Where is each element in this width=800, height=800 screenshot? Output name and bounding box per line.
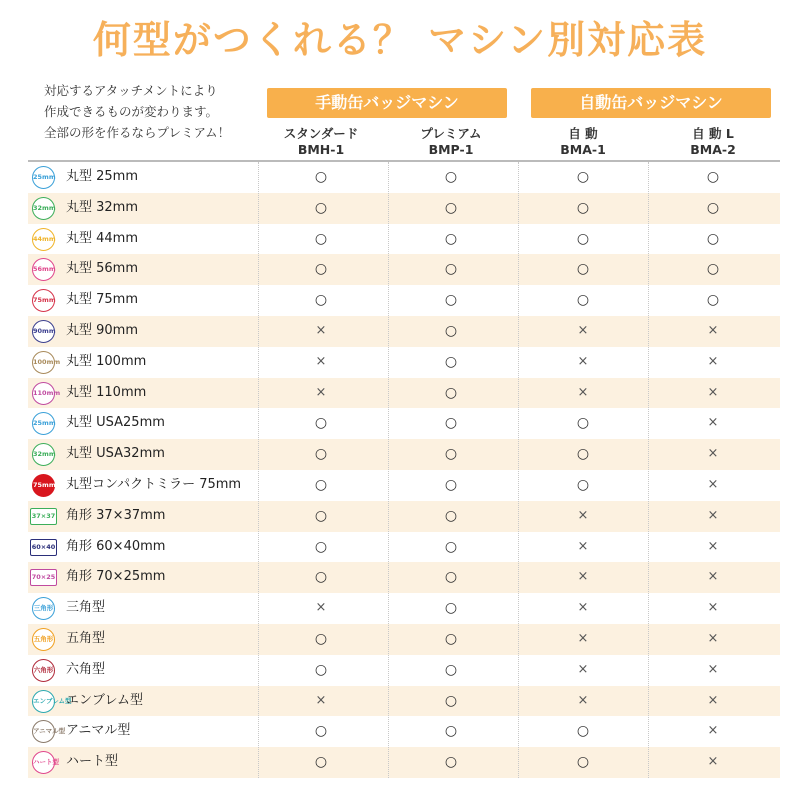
supported-mark: ○: [706, 261, 720, 278]
row-label: 丸型 56mm: [66, 261, 139, 277]
column-divider: [518, 162, 519, 778]
row-label: 丸型 90mm: [66, 322, 139, 338]
supported-mark: ○: [314, 476, 328, 493]
shape-icon: 32mm: [32, 197, 55, 220]
table-row: [28, 501, 780, 532]
intro-line: 全部の形を作るならプレミアム！: [44, 125, 231, 140]
supported-mark: ○: [444, 384, 458, 401]
column-header-auto-l: [648, 126, 778, 158]
shape-icon: 32mm: [32, 443, 55, 466]
table-row: [28, 378, 780, 409]
row-label: エンブレム型: [66, 692, 143, 708]
supported-mark: ○: [314, 723, 328, 740]
supported-mark: ○: [444, 353, 458, 370]
supported-mark: ○: [444, 446, 458, 463]
unsupported-mark: ×: [707, 507, 719, 523]
supported-mark: ○: [314, 261, 328, 278]
shape-icon: 三角形: [32, 597, 55, 620]
row-label: 丸型 100mm: [66, 353, 147, 369]
unsupported-mark: ×: [707, 754, 719, 770]
supported-mark: ○: [576, 476, 590, 493]
shape-icon: 25mm: [32, 412, 55, 435]
table-row: [28, 655, 780, 686]
row-label: 丸型 USA32mm: [66, 446, 165, 462]
supported-mark: ○: [576, 415, 590, 432]
column-code: BMA-2: [690, 142, 736, 157]
row-label: 丸型 32mm: [66, 199, 139, 215]
table-row: [28, 439, 780, 470]
supported-mark: ○: [314, 169, 328, 185]
supported-mark: ○: [576, 199, 590, 216]
unsupported-mark: ×: [577, 322, 589, 338]
supported-mark: ○: [314, 415, 328, 432]
shape-icon: 五角形: [32, 628, 55, 651]
row-label: アニマル型: [66, 723, 131, 739]
shape-icon: アニマル型: [32, 720, 55, 743]
unsupported-mark: ×: [707, 569, 719, 585]
intro-text: [44, 80, 274, 143]
supported-mark: ○: [444, 415, 458, 432]
unsupported-mark: ×: [577, 353, 589, 369]
compatibility-table: [28, 162, 780, 778]
table-row: [28, 624, 780, 655]
row-label: 丸型 44mm: [66, 230, 139, 246]
unsupported-mark: ×: [707, 384, 719, 400]
shape-icon: 56mm: [32, 258, 55, 281]
unsupported-mark: ×: [315, 692, 327, 708]
supported-mark: ○: [314, 199, 328, 216]
supported-mark: ○: [576, 230, 590, 247]
shape-icon: 90mm: [32, 320, 55, 343]
supported-mark: ○: [444, 723, 458, 740]
column-name: スタンダード: [283, 126, 359, 141]
supported-mark: ○: [444, 569, 458, 586]
unsupported-mark: ×: [577, 600, 589, 616]
table-row: [28, 716, 780, 747]
unsupported-mark: ×: [577, 692, 589, 708]
supported-mark: ○: [444, 538, 458, 555]
table-row: [28, 254, 780, 285]
unsupported-mark: ×: [577, 538, 589, 554]
table-row: [28, 285, 780, 316]
unsupported-mark: ×: [315, 384, 327, 400]
auto-machine-header: 自動缶バッジマシン: [531, 88, 771, 118]
supported-mark: ○: [444, 754, 458, 771]
supported-mark: ○: [444, 292, 458, 309]
row-label: 六角型: [66, 661, 106, 677]
supported-mark: ○: [444, 630, 458, 647]
row-label: 五角型: [66, 630, 106, 646]
table-row: [28, 162, 780, 193]
unsupported-mark: ×: [707, 322, 719, 338]
row-label: 丸型 75mm: [66, 292, 139, 308]
shape-icon: 六角形: [32, 659, 55, 682]
supported-mark: ○: [444, 199, 458, 216]
column-divider: [388, 162, 389, 778]
supported-mark: ○: [444, 322, 458, 339]
unsupported-mark: ×: [707, 538, 719, 554]
intro-line: 作成できるものが変わります。: [44, 104, 219, 119]
row-label: 角形 37×37mm: [66, 507, 166, 523]
unsupported-mark: ×: [707, 661, 719, 677]
supported-mark: ○: [576, 754, 590, 771]
supported-mark: ○: [706, 169, 720, 185]
unsupported-mark: ×: [315, 353, 327, 369]
table-row: [28, 193, 780, 224]
column-header-premium: [386, 126, 516, 158]
shape-icon: 60×40: [30, 539, 57, 556]
column-divider: [258, 162, 259, 778]
supported-mark: ○: [444, 230, 458, 247]
supported-mark: ○: [314, 292, 328, 309]
unsupported-mark: ×: [707, 353, 719, 369]
row-label: 角形 70×25mm: [66, 569, 166, 585]
supported-mark: ○: [314, 446, 328, 463]
shape-icon: 110mm: [32, 382, 55, 405]
table-row: [28, 532, 780, 563]
column-name: 自 動 L: [692, 126, 734, 141]
supported-mark: ○: [314, 538, 328, 555]
shape-icon: ハート型: [32, 751, 55, 774]
table-row: [28, 562, 780, 593]
column-header-auto: [518, 126, 648, 158]
row-label: 角形 60×40mm: [66, 538, 166, 554]
shape-icon: 37×37: [30, 508, 57, 525]
table-row: [28, 224, 780, 255]
unsupported-mark: ×: [577, 569, 589, 585]
supported-mark: ○: [314, 507, 328, 524]
page-title: 何型がつくれる？ マシン別対応表: [92, 18, 708, 62]
row-label: 丸型 25mm: [66, 169, 139, 184]
column-divider: [648, 162, 649, 778]
table-row: [28, 686, 780, 717]
column-code: BMH-1: [297, 142, 345, 157]
supported-mark: ○: [444, 692, 458, 709]
supported-mark: ○: [314, 661, 328, 678]
shape-icon: 75mm: [32, 289, 55, 312]
column-header-standard: [256, 126, 386, 158]
unsupported-mark: ×: [315, 322, 327, 338]
supported-mark: ○: [706, 199, 720, 216]
supported-mark: ○: [576, 446, 590, 463]
row-label: ハート型: [66, 754, 119, 770]
table-row: [28, 747, 780, 778]
unsupported-mark: ×: [707, 476, 719, 492]
row-label: 丸型 USA25mm: [66, 415, 165, 431]
supported-mark: ○: [576, 169, 590, 185]
unsupported-mark: ×: [707, 630, 719, 646]
intro-line: 対応するアタッチメントにより: [44, 83, 218, 98]
column-code: BMP-1: [428, 142, 474, 157]
table-row: [28, 316, 780, 347]
unsupported-mark: ×: [577, 384, 589, 400]
supported-mark: ○: [706, 292, 720, 309]
shape-icon: 75mm: [32, 474, 55, 497]
supported-mark: ○: [444, 600, 458, 617]
column-code: BMA-1: [560, 142, 606, 157]
shape-icon: エンブレム型: [32, 690, 55, 713]
row-label: 丸型コンパクトミラー 75mm: [66, 476, 242, 492]
supported-mark: ○: [314, 569, 328, 586]
shape-icon: 25mm: [32, 166, 55, 189]
table-row: [28, 593, 780, 624]
shape-icon: 44mm: [32, 228, 55, 251]
unsupported-mark: ×: [577, 630, 589, 646]
supported-mark: ○: [444, 169, 458, 185]
unsupported-mark: ×: [577, 661, 589, 677]
supported-mark: ○: [576, 292, 590, 309]
column-name: プレミアム: [420, 126, 482, 141]
unsupported-mark: ×: [707, 600, 719, 616]
unsupported-mark: ×: [707, 415, 719, 431]
manual-machine-header: 手動缶バッジマシン: [267, 88, 507, 118]
shape-icon: 70×25: [30, 569, 57, 586]
unsupported-mark: ×: [707, 723, 719, 739]
unsupported-mark: ×: [577, 507, 589, 523]
shape-icon: 100mm: [32, 351, 55, 374]
supported-mark: ○: [444, 507, 458, 524]
supported-mark: ○: [706, 230, 720, 247]
supported-mark: ○: [314, 754, 328, 771]
row-label: 三角型: [66, 600, 106, 616]
supported-mark: ○: [444, 661, 458, 678]
supported-mark: ○: [576, 723, 590, 740]
table-row: [28, 408, 780, 439]
supported-mark: ○: [314, 230, 328, 247]
unsupported-mark: ×: [315, 600, 327, 616]
supported-mark: ○: [314, 630, 328, 647]
supported-mark: ○: [576, 261, 590, 278]
supported-mark: ○: [444, 476, 458, 493]
row-label: 丸型 110mm: [66, 384, 147, 400]
column-name: 自 動: [568, 126, 598, 141]
table-row: [28, 347, 780, 378]
unsupported-mark: ×: [707, 446, 719, 462]
table-row: [28, 470, 780, 501]
supported-mark: ○: [444, 261, 458, 278]
unsupported-mark: ×: [707, 692, 719, 708]
